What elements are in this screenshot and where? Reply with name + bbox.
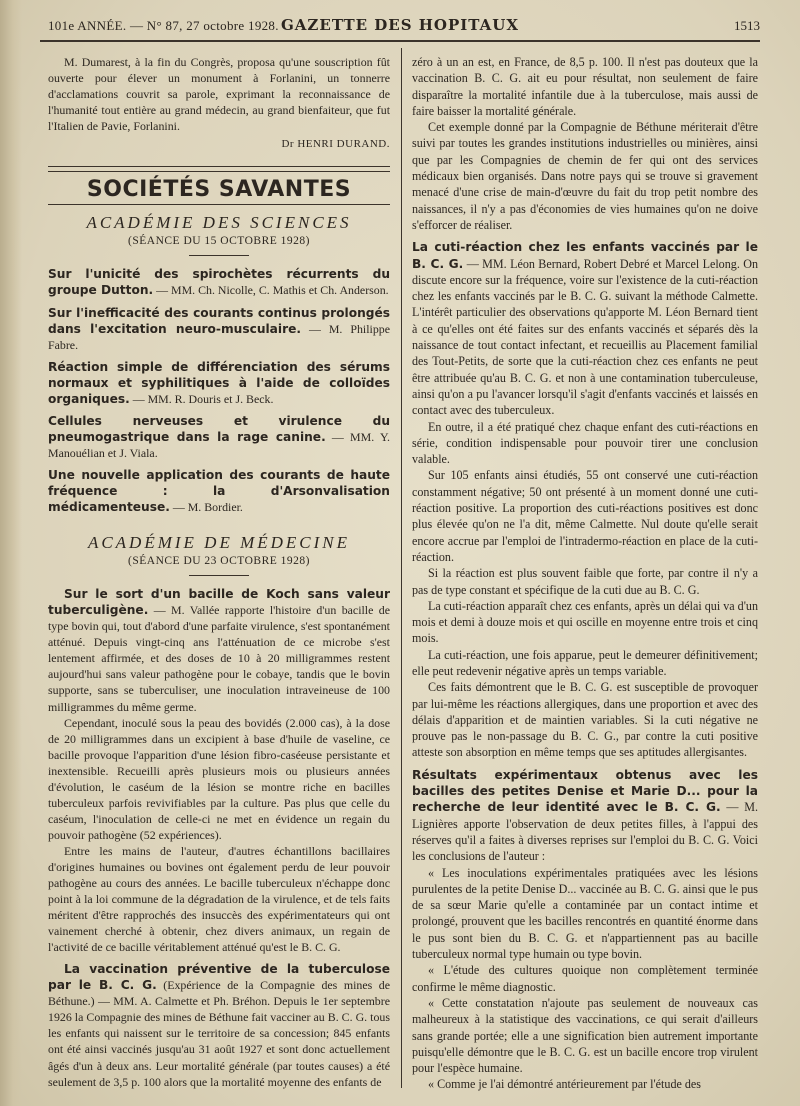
body-paragraph: Ces faits démontrent que le B. C. G. est susceptible de provoquer par lui-même les réactions allergiques, dans une proportion et avec des délais d'apparition et de maintien variables. Si la cuti négative ne prouve pas le non-passage du B. C. G., par contre la cuti positive atteste son absorption en même temps que ses aptitudes allergisantes. [412,680,758,760]
paragraph-text: (Expérience de la Compagnie des mines de Béthune.) — MM. A. Calmette et Ph. Bréhon. Depuis le 1er septembre 1926 la Compagnie des mines de Béthune fait vacciner au B. C. G. tous les enfants qui naissent sur le territoire de sa concession; 845 enfants ont été ainsi vaccinés jusqu'au 31 août 1927 et sont donc actuellement âgés d'un à deux ans. Leur mortalité générale (par toutes causes) a été seulement de 3,5 p. 100 alors que la mortalité moyenne des enfants de [48,978,390,1089]
body-paragraph: zéro à un an est, en France, de 8,5 p. 100. Il n'est pas douteux que la vaccination B. C. G. ait eu pour résultat, non seulement de faire disparaître la mortalité infantile due à la tuberculose, mais aussi de faire baisser la mortalité générale. [412,55,758,118]
quote-paragraph: « Les inoculations expérimentales pratiquées avec les lésions purulentes de la petite Denise D... vaccinée au B. C. G. ainsi que le pus de sa sœur Marie qu'elle a contaminée par un contact intime et prolongé, prouvent que les bacilles rencontrés en quantité énorme dans le pus sont bien du B. C. G. et n'appartiennent pas au bacille tuberculeux normal type humain ou type bovin. [412,865,758,962]
body-paragraph [412,239,758,418]
body-paragraph: Cet exemple donné par la Compagnie de Béthune mériterait d'être suivi par toutes les grandes institutions industrielles ou minières, ainsi que par les Compagnies de chemin de fer qui ont des services médicaux bien organisés. Dans notre pays qui se trouve si gravement menacé d'une crise de main-d'œuvre du fait du trop petit nombre des naissances, il n'y a pas d'économies de vies humaines qu'on ne doive s'efforcer de réaliser. [412,120,758,232]
paragraph-text: — M. Lignières apporte l'observation de deux petites filles, à l'appui des réserves qu'il a faites à diverses reprises sur l'emploi du B. C. G. Voici les conclusions de l'auteur : [412,800,759,864]
intro-paragraph: M. Dumarest, à la fin du Congrès, proposa qu'une souscription fût ouverte pour élever un monument à Forlanini, un tonnerre d'acclamations couvrit sa parole, exprimant la reconnaissance de l'humanité tout entière au grand médecin, au grand bienfaiteur, que fut l'Italien de Pavie, Forlanini. [48,55,390,134]
academy-sciences-title: ACADÉMIE DES SCIENCES [86,213,352,233]
body-paragraph: La cuti-réaction, une fois apparue, peut le demeurer définitivement; elle peut redevenir négative après un temps variable. [412,647,758,678]
item-authors: — M. Philippe Fabre. [48,321,391,352]
left-column [48,54,390,1090]
sciences-item [48,266,390,298]
item-title: Sur l'inefficacité des courants continus prolongés dans l'excitation neuro-musculaire. [48,305,390,336]
quote-paragraph: « L'étude des cultures quoique non complètement terminée confirme le même diagnostic. [412,963,758,994]
academy-medecine-session: (SÉANCE DU 23 OCTOBRE 1928) [128,555,310,568]
body-paragraph: Si la réaction est plus souvent faible que forte, par contre il n'y a pas de type constant et spécifique de la cuti due au B. C. G. [412,566,758,597]
medecine-paragraph [48,961,390,1089]
paragraph-title: Sur le sort d'un bacille de Koch sans valeur tuberculigène. [48,587,390,618]
quote-paragraph: « Cette constatation n'ajoute pas seulement de nouveaux cas malheureux à la statistique des vaccinations, ce qui serait d'ailleurs sans grande portée; elle a une signification bien autrement importante puisqu'elle démontre que le B. C. G. est un bacille encore trop virulent pour l'espèce humaine. [412,995,758,1076]
sciences-item [48,413,390,461]
section-title: SOCIÉTÉS SAVANTES [86,177,352,203]
issue-info: 101e ANNÉE. — N° 87, 27 octobre 1928. [48,18,279,33]
paragraph-title: Résultats expérimentaux obtenus avec les bacilles des petites Denise et Marie D... pour la recherche de leur identité avec le B. C. G. [412,767,758,815]
item-authors: — MM. Y. Manouélian et J. Viala. [48,429,390,460]
paragraph-text: — MM. Léon Bernard, Robert Debré et Marcel Lelong. On discute encore sur la fréquence, voire sur l'existence de la cuti-réaction chez les enfants vaccinés par le B. C. G. suivant la méthode Calmette. L'intérêt particulier des observations qu'apporte M. Léon Bernard tient à ce qu'elles ont été faites sur des enfants vaccinés et séparés dès la naissance de tout contact infectant, et recueillis au Placement familial des Tout-Petits, de sorte que la cuti-réaction chez ces enfants ne peut être attribuée qu'au B. C. G. et non à une contamination tuberculeuse, ainsi qu'on a pu l'avancer lorsqu'il s'agit d'enfants vaccinés et laissés en contact avec des tuberculeux. [412,256,759,418]
column-divider [401,48,402,1088]
paragraph-title: La cuti-réaction chez les enfants vaccinés par le B. C. G. [412,240,758,271]
academy-sciences-session: (SÉANCE DU 15 OCTOBRE 1928) [128,235,310,248]
item-title: Une nouvelle application des courants de haute fréquence : la d'Arsonvalisation médicamenteuse. [48,467,390,515]
page-number: 1513 [734,18,760,33]
body-paragraph: La cuti-réaction apparaît chez ces enfants, après un délai qui va d'un mois et demi à douze mois et qui oscille en moyenne entre trois et cinq mois. [412,598,758,646]
page-edge-shadow [0,0,22,1106]
body-paragraph [412,767,758,865]
section-double-rule [48,166,390,172]
sciences-item [48,467,390,515]
item-authors: — MM. Ch. Nicolle, C. Mathis et Ch. Anderson. [153,283,389,298]
paragraph-title: La vaccination préventive de la tuberculose par le B. C. G. [48,962,390,993]
author-signature: Dr HENRI DURAND. [281,138,390,151]
medecine-paragraph: Cependant, inoculé sous la peau des bovidés (2.000 cas), à la dose de 20 milligrammes dans un excipient à base d'huile de vaseline, ce bacille provoque l'apparition d'une lésion fibro-caséeuse persistante et inextensible. Recueilli après plusieurs mois ou plusieurs années d'évolution, le caséum de la lésion se montre riche en bacilles tuberculeux parfois revivifiables par la culture. Pas plus que celle du caséum, l'inoculation de celle-ci ne met en évidence un regain du pouvoir pathogène (52 expériences). [48,715,390,842]
item-authors: — M. Bordier. [169,500,243,515]
header-rule [40,40,760,42]
item-title: Sur l'unicité des spirochètes récurrents du groupe Dutton. [48,267,390,298]
medecine-paragraph [48,586,390,714]
medecine-paragraph: Entre les mains de l'auteur, d'autres échantillons bacillaires d'origines humaines ou bovines ont également perdu de leur pouvoir pathogène au cours des années. Le bacille tuberculeux n'échappe donc point à la loi commune de la dégradation de la virulence, et de tels faits méritent d'être rapprochés des insuccès des expérimentateurs qui ont vainement cherché à obtenir, chez divers animaux, un regain de l'activité de ce bacille véritablement atténué qu'est le B. C. G. [48,843,390,955]
journal-title: GAZETTE DES HOPITAUX [280,16,519,34]
quote-paragraph: « Comme je l'ai démontré antérieurement par l'étude des [428,1077,702,1092]
item-title: Cellules nerveuses et virulence du pneumogastrique dans la rage canine. [48,413,390,444]
right-column [412,54,758,1093]
body-paragraph: En outre, il a été pratiqué chez chaque enfant des cuti-réactions en série, condition indispensable pour pouvoir tirer une conclusion valable. [412,419,758,467]
body-paragraph: Sur 105 enfants ainsi étudiés, 55 ont conservé une cuti-réaction constamment négative; 50 ont présenté à un moment donné une cuti-réaction positive. La proportion des cuti-réactions positives est donc plus élevée qu'on ne l'a dit, même Calmette. Nul doute qu'elle serait encore accrue par l'emploi de l'intradermo-réaction en place de la cuti-réaction. [412,468,758,564]
running-header [40,14,760,38]
short-rule [189,255,249,256]
short-rule [189,575,249,576]
section-rule [48,204,390,205]
academy-medecine-title: ACADÉMIE DE MÉDECINE [87,533,351,553]
item-authors: — MM. R. Douris et J. Beck. [129,391,274,406]
paragraph-text: — M. Vallée rapporte l'histoire d'un bacille de type bovin qui, tout d'abord d'une parfaite virulence, s'est spontanément atténué. Depuis vingt-cinq ans l'atténuation de ce microbe s'est lentement affirmée, et des doses de 10 à 20 milligrammes restent aujourd'hui sans valeur pathogène pour le cobaye, tandis que le bovin supporte, sans se tuberculiser, une inoculation intraveineuse de 100 milligrammes du même germe. [48,603,390,714]
sciences-item [48,305,390,353]
item-title: Réaction simple de différenciation des sérums normaux et syphilitiques à l'aide de colloïdes organiques. [48,359,390,406]
sciences-item [48,359,390,407]
